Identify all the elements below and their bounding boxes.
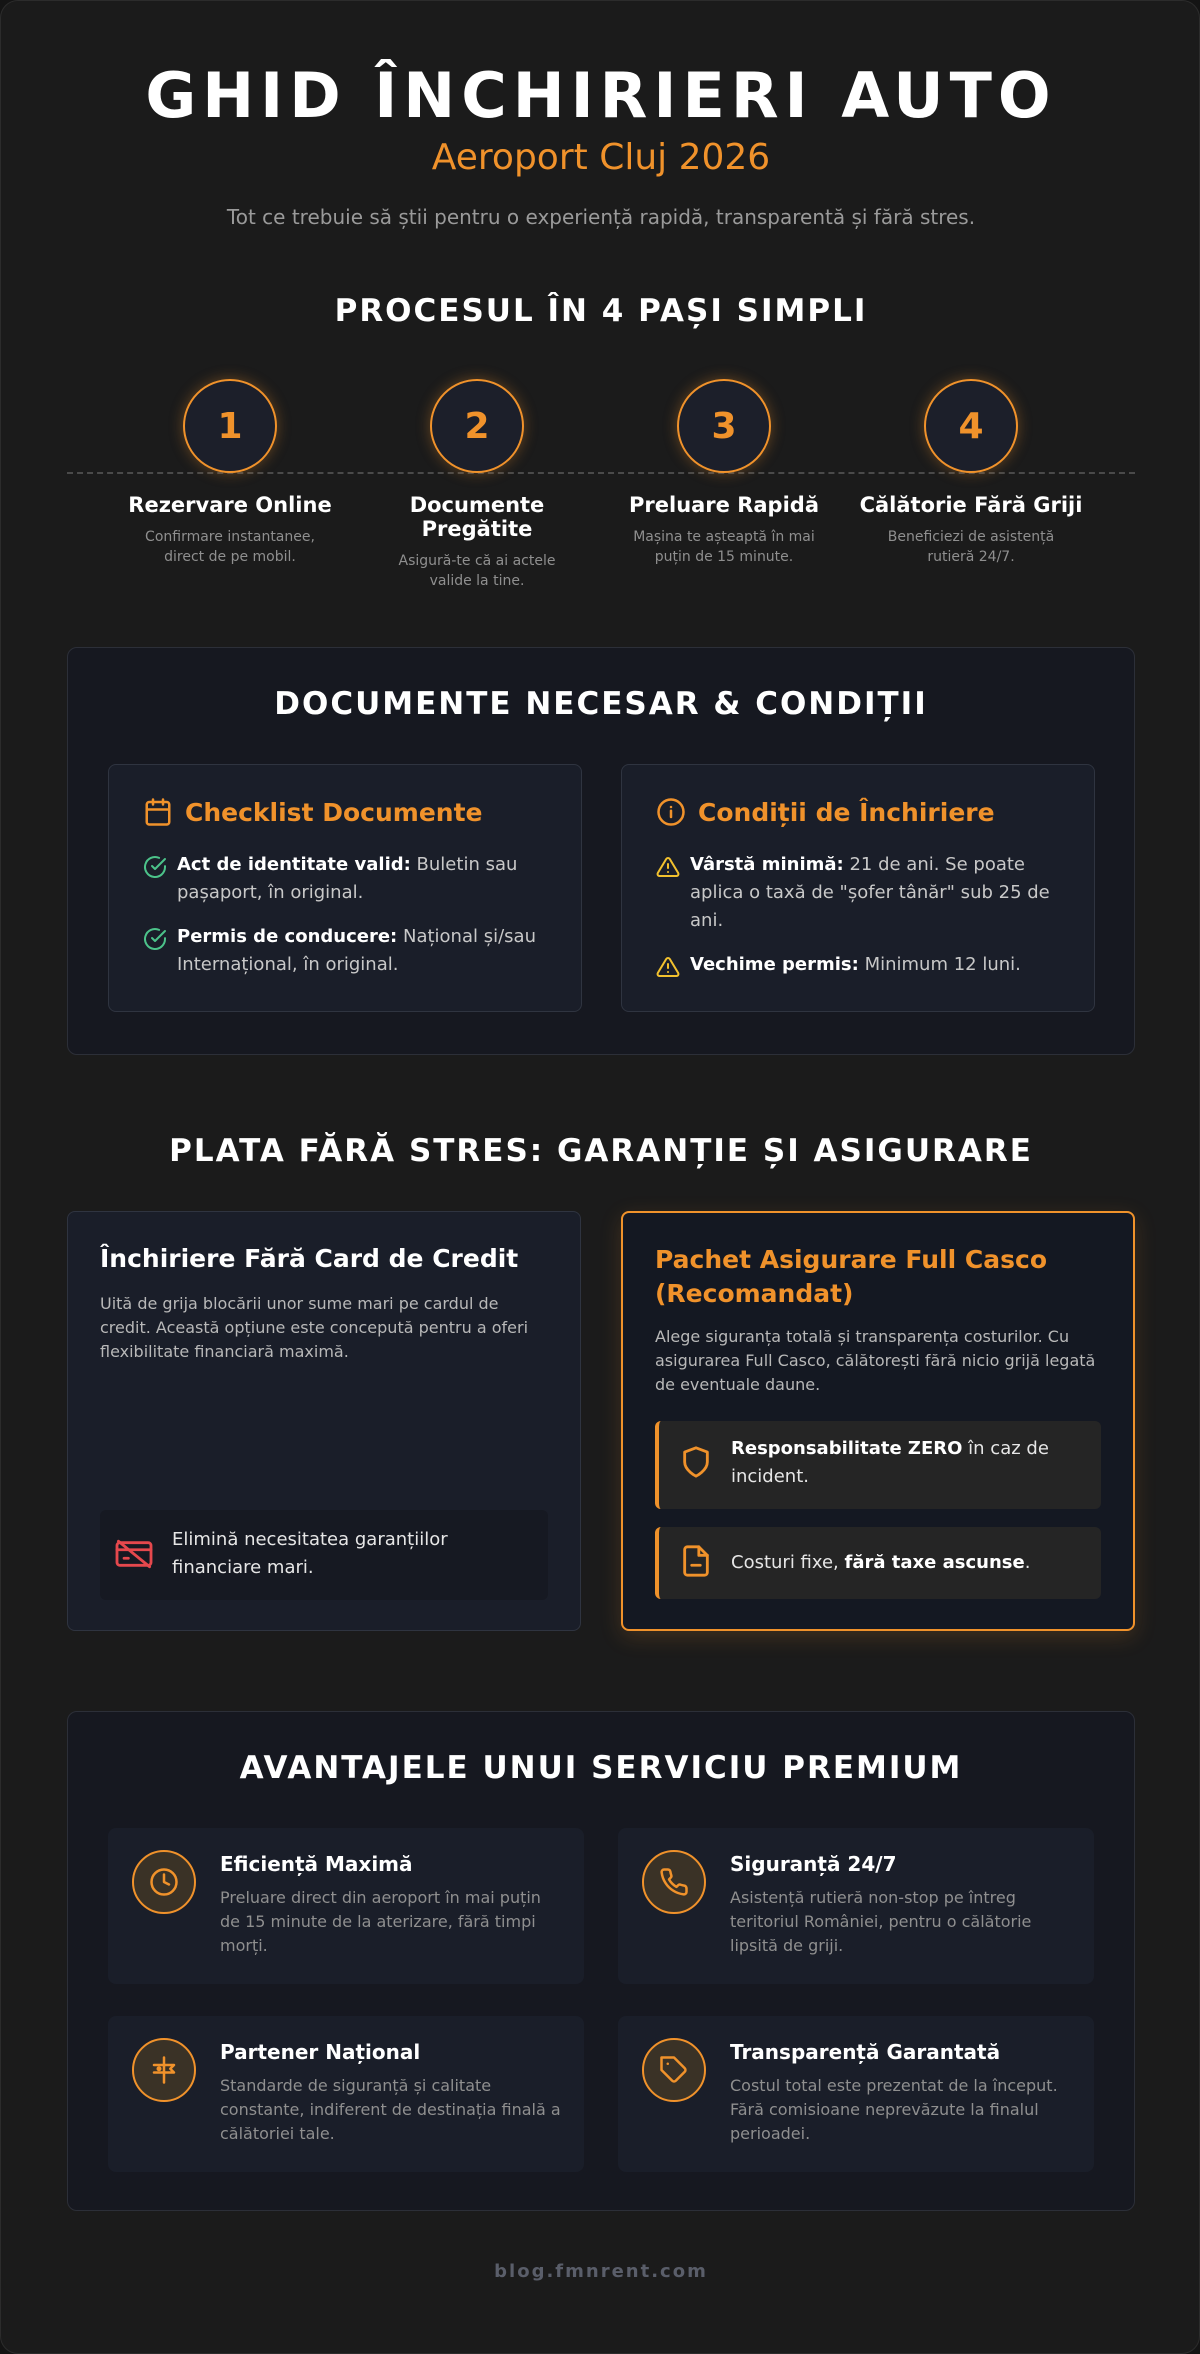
documents-title: DOCUMENTE NECESAR & CONDIȚII [274,686,928,722]
advantage-desc: Preluare direct din aeroport în mai puțin de 15 minute de la aterizare, fără timpi morți. [220,1888,541,1955]
advantage-card [108,2016,584,2172]
no-card-text: Uită de grija blocării unor sume mari pe cardul de credit. Această opțiune este concepută pentru a oferi flexibilitate financiară maximă. [100,1294,529,1361]
warning-icon [656,855,680,879]
page-subtitle: Aeroport Cluj 2026 [431,137,771,178]
fixed-costs-feature [655,1527,1101,1599]
no-card-title: Închiriere Fără Card de Credit [100,1244,519,1273]
feature-text: în caz de incident. [731,1438,1049,1487]
phone-icon [659,1867,689,1897]
feature-text: Costuri fixe, [731,1552,845,1573]
advantage-desc: Costul total este prezentat de la început. Fără comisioane neprevăzute la finalul perioadei. [730,2076,1058,2143]
full-casco-card [621,1211,1135,1631]
step-title: Rezervare Online [128,493,332,517]
item-label: Permis de conducere: [177,926,398,947]
check-circle-icon [143,855,167,879]
item-label: Vechime permis: [690,954,859,975]
item-text: 21 de ani. Se poate aplica o taxă de "șofer tânăr" sub 25 de ani. [690,854,1050,931]
step-title: Preluare Rapidă [629,493,819,517]
check-circle-icon [143,927,167,951]
advantages-title: AVANTAJELE UNUI SERVICIU PREMIUM [239,1750,963,1786]
no-credit-card-card [67,1211,581,1631]
step-1 [105,379,355,567]
advantage-icon-wrap [132,2038,196,2102]
step-title: Călătorie Fără Griji [859,493,1083,517]
condition-item [656,951,1064,979]
condition-item [656,851,1064,935]
documents-panel [67,647,1135,1055]
footer-link[interactable]: blog.fmnrent.com [494,2261,708,2282]
step-4 [846,379,1096,567]
item-text: Național și/sau Internațional, în original. [177,926,536,975]
checklist-title: Checklist Documente [185,798,483,827]
map-pin-icon [149,2055,179,2085]
step-desc: Beneficiezi de asistență rutieră 24/7. [887,529,1055,565]
advantage-card [618,2016,1094,2172]
advantage-card [108,1828,584,1984]
step-number: 3 [677,379,771,473]
conditions-title: Condiții de Închiriere [698,798,995,827]
clock-icon [149,1867,179,1897]
shield-icon [679,1445,713,1479]
feature-end: . [1024,1552,1031,1573]
step-desc: Mașina te așteaptă în mai puțin de 15 minute. [633,529,815,565]
document-icon [679,1544,713,1578]
item-text: Buletin sau pașaport, în original. [177,854,518,903]
step-number: 4 [924,379,1018,473]
page-tagline: Tot ce trebuie să știi pentru o experiență rapidă, transparentă și fără stres. [226,205,976,229]
full-casco-title: Pachet Asigurare Full Casco (Recomandat) [655,1245,1047,1308]
item-label: Vârstă minimă: [690,854,844,875]
zero-responsibility-feature [655,1421,1101,1509]
step-desc: Confirmare instantanee, direct de pe mobil. [145,529,315,565]
advantage-card [618,1828,1094,1984]
advantage-icon-wrap [642,1850,706,1914]
step-3 [599,379,849,567]
warning-icon [656,955,680,979]
info-icon [656,797,686,827]
item-label: Act de identitate valid: [177,854,411,875]
no-card-feature-text: Elimină necesitatea garanțiilor financiare mari. [172,1529,448,1578]
advantages-panel [67,1711,1135,2211]
no-card-feature [100,1510,548,1600]
checklist-item [143,851,551,907]
advantage-title: Partener Național [220,2040,421,2064]
advantage-icon-wrap [132,1850,196,1914]
checklist-card [108,764,582,1012]
step-number: 2 [430,379,524,473]
advantage-desc: Asistență rutieră non-stop pe întreg teritoriul României, pentru o călătorie lipsită de griji. [730,1888,1032,1955]
payment-title: PLATA FĂRĂ STRES: GARANȚIE ȘI ASIGURARE [169,1133,1033,1169]
full-casco-text: Alege siguranța totală și transparența costurilor. Cu asigurarea Full Casco, călătorești fără nicio grijă legată de eventuale daune. [655,1327,1096,1394]
credit-card-off-icon [114,1537,154,1571]
step-number: 1 [183,379,277,473]
checklist-item [143,923,551,979]
tag-icon [659,2055,689,2085]
advantage-desc: Standarde de siguranță și calitate constante, indiferent de destinația finală a călătoriei tale. [220,2076,561,2143]
feature-label: fără taxe ascunse [844,1552,1025,1573]
step-title: Documente Pregătite [409,493,545,541]
conditions-card [621,764,1095,1012]
page-title: GHID ÎNCHIRIERI AUTO [145,59,1057,132]
advantage-title: Eficiență Maximă [220,1852,413,1876]
calendar-icon [143,797,173,827]
advantage-title: Siguranță 24/7 [730,1852,897,1876]
process-title: PROCESUL ÎN 4 PAȘI SIMPLI [334,293,868,329]
step-desc: Asigură-te că ai actele valide la tine. [398,553,556,589]
feature-label: Responsabilitate ZERO [731,1438,963,1459]
advantage-title: Transparență Garantată [730,2040,1001,2064]
step-2 [352,379,602,591]
item-text: Minimum 12 luni. [858,954,1021,975]
advantage-icon-wrap [642,2038,706,2102]
